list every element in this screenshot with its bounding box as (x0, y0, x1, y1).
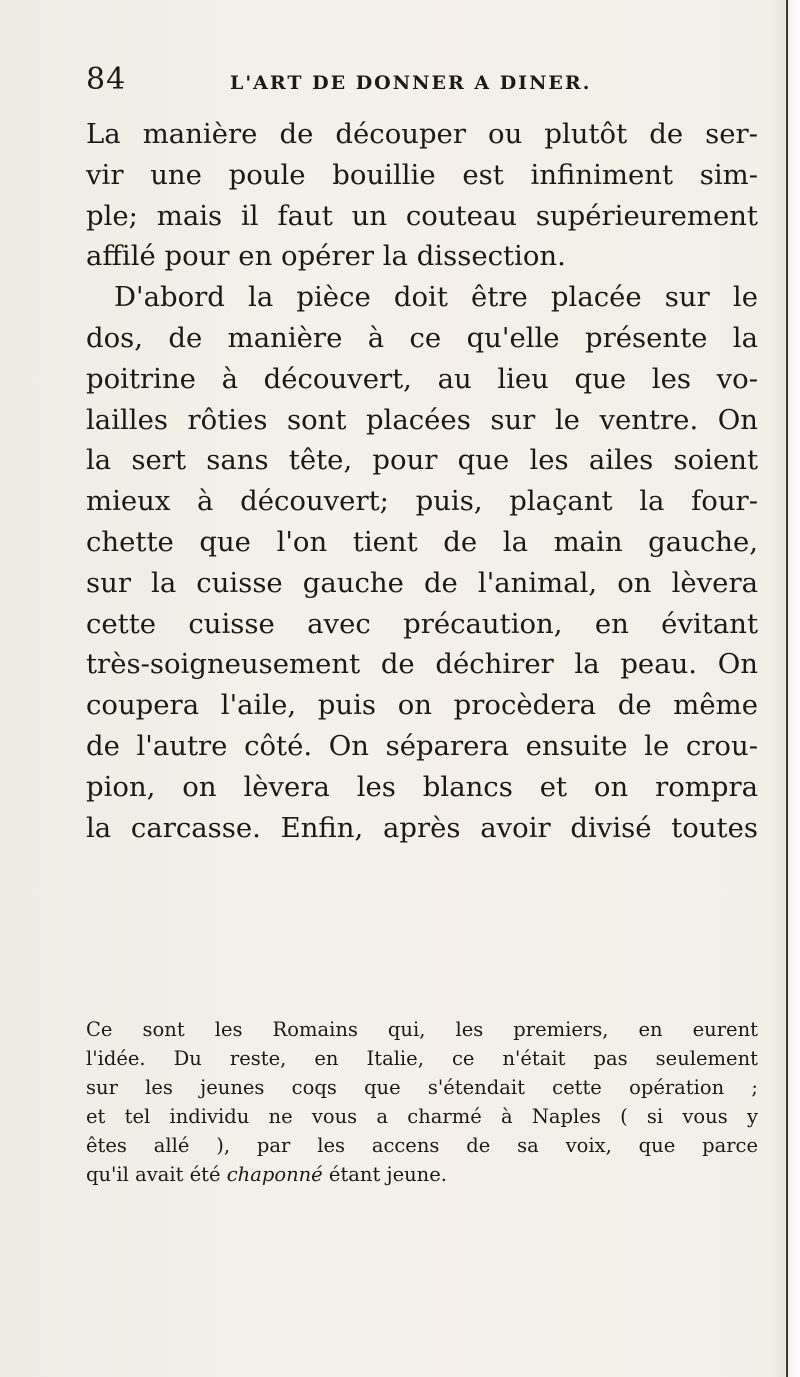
text-line: la carcasse. Enfin, après avoir divisé toutes (86, 811, 758, 844)
text-line: cette cuisse avec précaution, en évitant (86, 607, 758, 640)
text-line: très-soigneusement de déchirer la peau. On (86, 648, 758, 681)
text-line: D'abord la pièce doit être placée sur le (114, 281, 758, 314)
text-line: dos, de manière à ce qu'elle présente la (86, 321, 758, 354)
footnote (86, 1015, 758, 1189)
text-line: pion, on lèvera les blancs et on rompra (86, 770, 758, 803)
footnote-line: l'idée. Du reste, en Italie, ce n'était pas seulement (86, 1047, 758, 1070)
text-line: poitrine à découvert, au lieu que les vo- (86, 362, 758, 395)
page-edge-line (786, 0, 788, 1377)
footnote-text: qu'il avait été (86, 1163, 227, 1186)
page-header (86, 62, 756, 102)
footnote-line: Ce sont les Romains qui, les premiers, en eurent (86, 1018, 758, 1041)
page-number: 84 (86, 62, 127, 97)
text-line: vir une poule bouillie est infiniment sim- (86, 158, 758, 191)
text-line: lailles rôties sont placées sur le ventre. On (86, 403, 758, 436)
text-line: affilé pour en opérer la dissection. (86, 240, 566, 273)
text-line: chette que l'on tient de la main gauche, (86, 525, 758, 558)
text-line: mieux à découvert; puis, plaçant la four- (86, 485, 758, 518)
text-line: ple; mais il faut un couteau supérieurement (86, 199, 758, 232)
running-head: L'ART DE DONNER A DINER. (230, 72, 592, 94)
footnote-line: êtes allé ), par les accens de sa voix, que parce (86, 1134, 758, 1157)
text-line: de l'autre côté. On séparera ensuite le crou- (86, 729, 758, 762)
footnote-line: sur les jeunes coqs que s'étendait cette opération ; (86, 1076, 758, 1099)
body-text (86, 114, 758, 848)
text-line: coupera l'aile, puis on procèdera de même (86, 689, 758, 722)
text-line: La manière de découper ou plutôt de ser- (86, 118, 758, 150)
footnote-line (86, 1160, 758, 1189)
footnote-text: étant jeune. (322, 1163, 447, 1186)
text-line: sur la cuisse gauche de l'animal, on lèvera (86, 566, 758, 599)
text-line: la sert sans tête, pour que les ailes soient (86, 444, 758, 477)
page-edge (770, 0, 800, 1377)
footnote-italic-word: chaponné (226, 1163, 323, 1186)
footnote-line: et tel individu ne vous a charmé à Naples ( si vous y (86, 1105, 758, 1128)
